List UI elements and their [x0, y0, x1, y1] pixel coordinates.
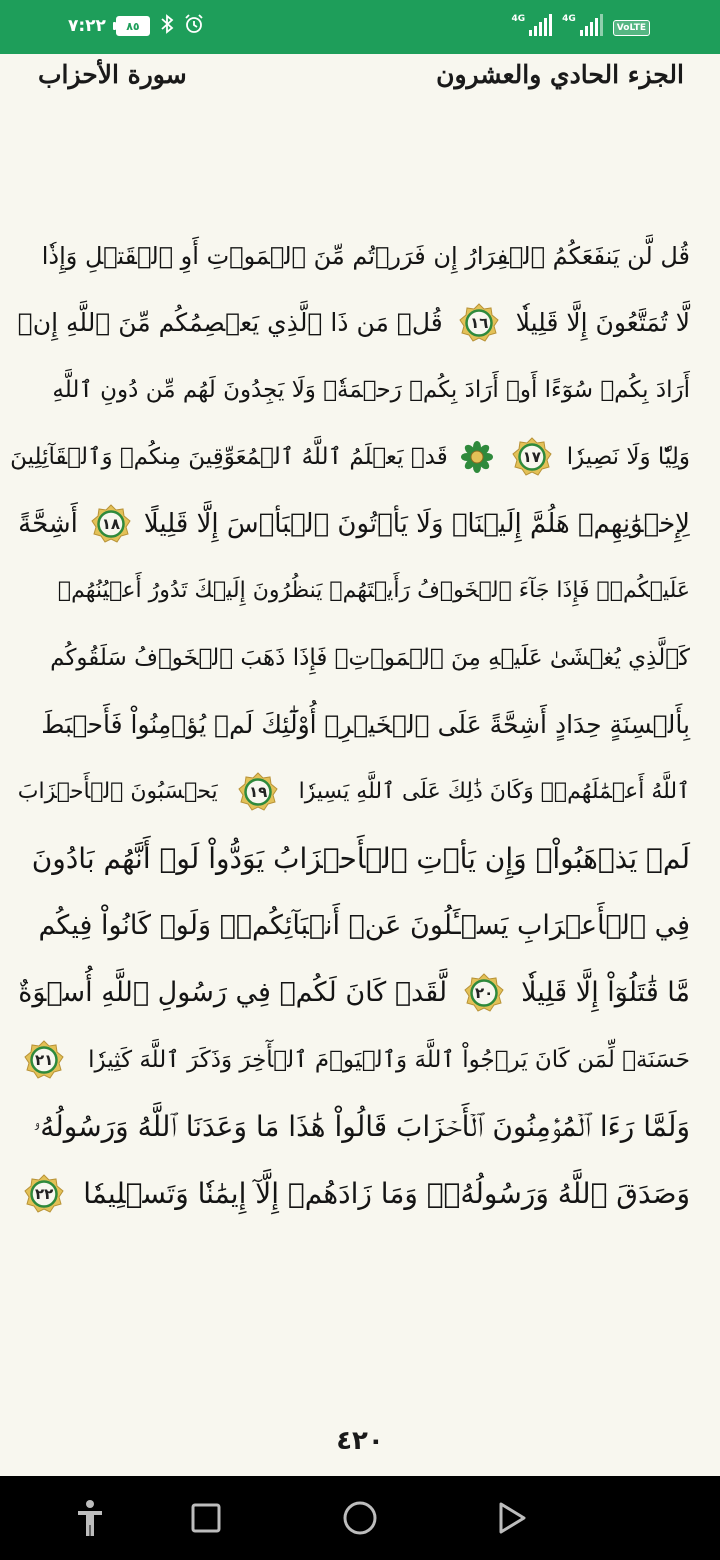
verse-text: فِي ٱلۡأَعۡرَابِ يَسۡـَٔلُونَ عَنۡ أَنۢبَآئِكُمۡۖ وَلَوۡ كَانُواْ فِيكُم — [38, 910, 690, 941]
verse-text: وَلِيّٗا وَلَا نَصِيرٗا — [566, 443, 690, 470]
verse-line[interactable] — [30, 1093, 690, 1160]
verse-line[interactable] — [17, 758, 690, 825]
ayah-number: ١٧ — [522, 447, 541, 466]
verse-line[interactable] — [18, 490, 690, 557]
verse-text: قَدۡ يَعۡلَمُ ٱللَّهُ ٱلۡمُعَوِّقِينَ مِنكُمۡ وَٱلۡقَآئِلِينَ — [10, 443, 448, 470]
ayah-number: ٢١ — [34, 1050, 54, 1069]
verse-text: يَحۡسَبُونَ ٱلۡأَحۡزَابَ — [17, 779, 218, 804]
recents-button[interactable] — [184, 1496, 228, 1540]
verse-text: وَصَدَقَ ٱللَّهُ وَرَسُولُهُۥۚ وَمَا زَادَهُمۡ إِلَّآ إِيمَٰنٗا وَتَسۡلِيمٗا — [83, 1177, 690, 1210]
status-left — [68, 14, 204, 38]
page-header — [0, 54, 720, 104]
verse-line[interactable] — [18, 959, 690, 1026]
ayah-number-marker[interactable] — [238, 772, 278, 812]
ayah-number: ١٦ — [470, 313, 489, 332]
verse-line[interactable] — [30, 222, 690, 289]
verse-text: لَمۡ يَذۡهَبُواْۖ وَإِن يَأۡتِ ٱلۡأَحۡزَابُ يَوَدُّواْ لَوۡ أَنَّهُم بَادُونَ — [31, 842, 690, 875]
verse-text: مَّا قَٰتَلُوٓاْ إِلَّا قَلِيلٗا — [521, 977, 690, 1008]
page-number: ٤٢٠ — [336, 1426, 384, 1456]
verse-line[interactable] — [30, 691, 690, 758]
verse-text: عَلَيۡكُمۡۖ فَإِذَا جَآءَ ٱلۡخَوۡفُ رَأَيۡتَهُمۡ يَنظُرُونَ إِلَيۡكَ تَدُورُ أَعۡيُنُهُمۡ — [57, 578, 690, 603]
ayah-number: ١٩ — [249, 782, 268, 801]
hizb-quarter-icon — [461, 441, 493, 473]
verse-text: قُل لَّن يَنفَعَكُمُ ٱلۡفِرَارُ إِن فَرَرۡتُم مِّنَ ٱلۡمَوۡتِ أَوِ ٱلۡقَتۡلِ وَإِذٗا — [41, 241, 690, 270]
battery-level: ٨٥ — [126, 19, 140, 33]
verse-text: كَٱلَّذِي يُغۡشَىٰ عَلَيۡهِ مِنَ ٱلۡمَوۡتِۖ فَإِذَا ذَهَبَ ٱلۡخَوۡفُ سَلَقُوكُم — [50, 644, 690, 671]
network-label-2: 4G — [562, 14, 576, 24]
verse-text: بِأَلۡسِنَةٍ حِدَادٍ أَشِحَّةً عَلَى ٱلۡخَيۡرِۚ أُوْلَٰٓئِكَ لَمۡ يُؤۡمِنُواْ فَأَحۡبَطَ — [41, 710, 690, 739]
verse-text: حَسَنَةٞ لِّمَن كَانَ يَرۡجُواْ ٱللَّهَ وَٱلۡيَوۡمَ ٱلۡأٓخِرَ وَذَكَرَ ٱللَّهَ كَثِيرٗا — [88, 1046, 690, 1073]
alarm-icon — [184, 14, 204, 38]
bluetooth-icon — [160, 14, 174, 38]
verse-line[interactable] — [17, 289, 690, 356]
verse-text: لِإِخۡوَٰنِهِمۡ هَلُمَّ إِلَيۡنَاۖ وَلَا يَأۡتُونَ ٱلۡبَأۡسَ إِلَّا قَلِيلًا — [143, 508, 690, 539]
accessibility-button[interactable] — [68, 1496, 112, 1540]
ayah-number-marker[interactable] — [91, 504, 131, 544]
ayah-number: ٢٠ — [474, 983, 494, 1002]
verse-line[interactable] — [30, 892, 690, 959]
verse-line[interactable] — [30, 1160, 690, 1227]
verse-text: أَشِحَّةً — [18, 508, 78, 539]
verse-line[interactable] — [10, 423, 690, 490]
surah-title: سورة الأحزاب — [38, 60, 187, 89]
status-right — [511, 14, 650, 36]
ayah-number: ٢٢ — [35, 1184, 54, 1203]
verse-line[interactable] — [30, 624, 690, 691]
verse-line[interactable] — [30, 557, 690, 624]
battery-icon — [116, 16, 150, 36]
ayah-number-marker[interactable] — [464, 973, 504, 1013]
juz-title: الجزء الحادي والعشرون — [436, 60, 684, 89]
verse-text: لَّا تُمَتَّعُونَ إِلَّا قَلِيلٗا — [515, 308, 690, 337]
verse-text: قُلۡ مَن ذَا ٱلَّذِي يَعۡصِمُكُم مِّنَ ٱللَّهِ إِنۡ — [17, 308, 443, 337]
network-label-1: 4G — [511, 14, 526, 24]
ayah-number-marker[interactable] — [512, 437, 552, 477]
accessibility-icon — [75, 1498, 105, 1538]
ayah-number-marker[interactable] — [24, 1040, 64, 1080]
ayah-number-marker[interactable] — [24, 1174, 64, 1214]
signal-icon — [511, 14, 552, 36]
verse-line[interactable] — [30, 825, 690, 892]
verse-text: أَرَادَ بِكُمۡ سُوٓءًا أَوۡ أَرَادَ بِكُمۡ رَحۡمَةٗۚ وَلَا يَجِدُونَ لَهُم مِّن دُونِ ٱللَّهِ — [52, 376, 690, 403]
verse-line[interactable] — [30, 1026, 690, 1093]
verse-text: لَّقَدۡ كَانَ لَكُمۡ فِي رَسُولِ ٱللَّهِ أُسۡوَةٌ — [18, 977, 448, 1008]
verse-line[interactable] — [30, 356, 690, 423]
clock-time: ٧:٢٢ — [68, 16, 106, 36]
back-icon — [497, 1501, 527, 1535]
recents-icon — [191, 1503, 221, 1533]
status-bar — [0, 0, 720, 54]
home-button[interactable] — [338, 1496, 382, 1540]
back-button[interactable] — [490, 1496, 534, 1540]
navigation-bar — [0, 1476, 720, 1560]
signal-icon-2 — [562, 14, 603, 36]
ayah-number: ١٨ — [101, 514, 121, 533]
verse-text: وَلَمَّا رَءَا ٱلۡمُؤۡمِنُونَ ٱلۡأَحۡزَابَ قَالُواْ هَٰذَا مَا وَعَدَنَا ٱللَّهُ وَرَسُولُهُۥ — [33, 1109, 690, 1143]
volte-icon: VoLTE — [613, 20, 650, 36]
quran-page-text[interactable] — [10, 222, 690, 1227]
ayah-number-marker[interactable] — [459, 303, 499, 343]
home-icon — [342, 1500, 378, 1536]
verse-text: ٱللَّهُ أَعۡمَٰلَهُمۡۚ وَكَانَ ذَٰلِكَ عَلَى ٱللَّهِ يَسِيرٗا — [298, 779, 690, 804]
